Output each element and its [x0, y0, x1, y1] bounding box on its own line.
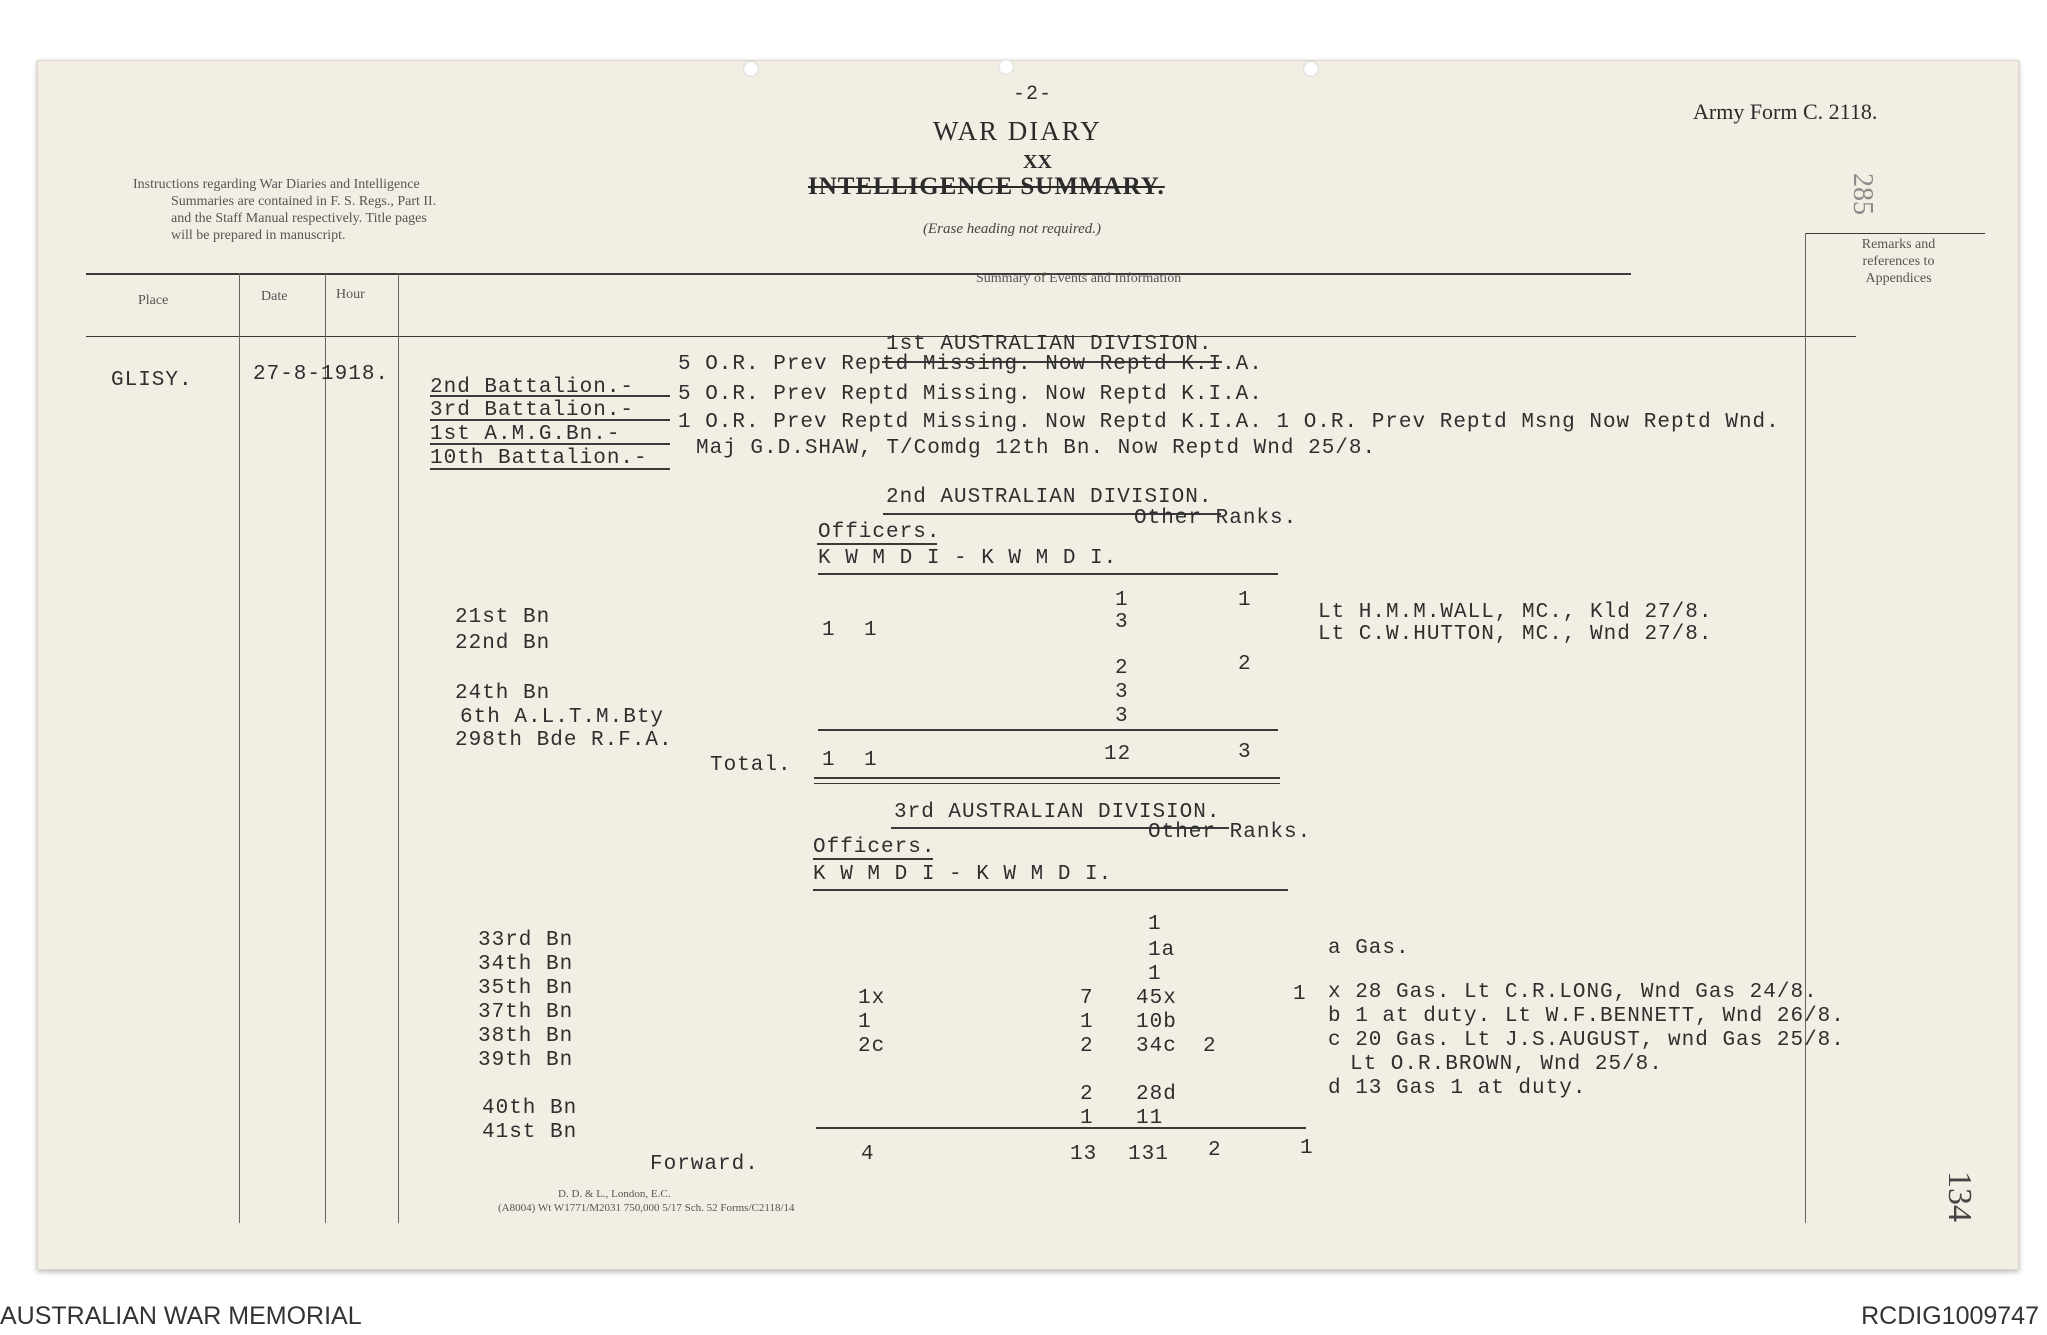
div3-or-w: 1 — [1148, 913, 1162, 936]
div2-total-officers-k: 1 — [822, 749, 836, 772]
div3-or-i: 1 — [1293, 983, 1307, 1006]
div2-total-label: Total. — [710, 754, 792, 777]
div3-officers-w: 2c — [858, 1035, 886, 1058]
div3-forward-or-w: 131 — [1128, 1143, 1169, 1166]
underline — [430, 419, 670, 421]
div2-or-k: 3 — [1115, 611, 1129, 634]
underline — [813, 889, 1288, 891]
underline — [430, 468, 670, 470]
div2-remark: Lt C.W.HUTTON, MC., Wnd 27/8. — [1318, 623, 1713, 646]
remarks-line: Remarks and — [1861, 237, 1936, 252]
div2-or-k: 3 — [1115, 705, 1129, 728]
div2-total-or-k: 12 — [1104, 743, 1132, 766]
div2-total-or-d: 3 — [1238, 741, 1252, 764]
punch-hole — [743, 61, 759, 77]
div3-officers-label: Officers. — [813, 836, 936, 859]
instructions-line: and the Staff Manual respectively. Title pages — [171, 211, 427, 226]
div3-unit: 40th Bn — [482, 1097, 578, 1120]
div3-or-k: 2 — [1080, 1083, 1094, 1106]
army-form-label: Army Form C. 2118. — [1693, 99, 1878, 124]
double-rule — [814, 777, 1280, 779]
col-header-place: Place — [138, 293, 169, 308]
col-header-date: Date — [261, 289, 288, 304]
printer-imprint — [498, 1187, 795, 1215]
struck-heading: INTELLIGENCE SUMMARY. — [808, 173, 1165, 200]
div3-forward-or-k: 13 — [1070, 1143, 1098, 1166]
div3-or-k: 1 — [1080, 1011, 1094, 1034]
div2-officers-w: 1 — [864, 619, 878, 642]
div2-heading: 2nd AUSTRALIAN DIVISION. — [886, 486, 1213, 509]
div2-other-ranks-label: Other Ranks. — [1134, 507, 1298, 530]
underline — [430, 395, 670, 397]
col-header-summary: Summary of Events and Information — [976, 271, 1182, 286]
div3-unit: 38th Bn — [478, 1025, 574, 1048]
div2-or-d: 2 — [1238, 653, 1252, 676]
entry-date: 27-8-1918. — [253, 363, 390, 386]
double-rule — [814, 783, 1280, 784]
punch-hole — [1303, 61, 1319, 77]
remarks-line: references to — [1862, 254, 1935, 269]
div2-remark: Lt H.M.M.WALL, MC., Kld 27/8. — [1318, 601, 1713, 624]
div3-other-ranks-label: Other Ranks. — [1148, 821, 1312, 844]
punch-hole — [998, 59, 1014, 75]
div2-unit: 24th Bn — [455, 682, 551, 705]
div3-note: d 13 Gas 1 at duty. — [1328, 1077, 1587, 1100]
folio-stamp: 285 — [1847, 173, 1878, 215]
div2-total-officers-w: 1 — [864, 749, 878, 772]
div3-forward-or-m: 2 — [1208, 1139, 1222, 1162]
col-divider — [398, 273, 399, 1223]
div2-officers-k: 1 — [822, 619, 836, 642]
div3-unit: 39th Bn — [478, 1049, 574, 1072]
div3-or-k: 7 — [1080, 987, 1094, 1010]
div3-or-w: 11 — [1136, 1107, 1164, 1130]
div2-or-d: 1 — [1238, 589, 1252, 612]
div3-unit: 37th Bn — [478, 1001, 574, 1024]
instructions-line: Instructions regarding War Diaries and Intelligence — [133, 177, 420, 192]
underline — [430, 443, 670, 445]
div2-or-k: 3 — [1115, 681, 1129, 704]
div1-unit: 1st A.M.G.Bn.- — [430, 423, 621, 446]
header-rule-top — [86, 273, 1631, 275]
erase-note: (Erase heading not required.) — [923, 221, 1102, 237]
div3-unit: 34th Bn — [478, 953, 574, 976]
form-title: WAR DIARY — [933, 116, 1102, 146]
div3-note: a Gas. — [1328, 937, 1410, 960]
div2-unit: 298th Bde R.F.A. — [455, 729, 673, 752]
div2-unit: 21st Bn — [455, 606, 551, 629]
div3-or-w: 1 — [1148, 963, 1162, 986]
remarks-line: Appendices — [1865, 271, 1932, 286]
instructions-line: will be prepared in manuscript. — [171, 228, 346, 243]
div2-unit: 22nd Bn — [455, 632, 551, 655]
page-number: -2- — [1013, 83, 1053, 106]
remarks-rule-top — [1805, 233, 1985, 234]
div1-text: 1 O.R. Prev Reptd Missing. Now Reptd K.I.A. 1 O.R. Prev Reptd Msng Now Reptd Wnd. — [678, 411, 1780, 434]
div2-officers-label: Officers. — [818, 521, 941, 544]
diary-sheet — [37, 60, 2019, 1270]
div3-forward-label: Forward. — [650, 1153, 759, 1176]
col-header-remarks — [1816, 236, 1981, 287]
div1-text: Maj G.D.SHAW, T/Comdg 12th Bn. Now Reptd Wnd 25/8. — [696, 437, 1377, 460]
div3-note: c 20 Gas. Lt J.S.AUGUST, wnd Gas 25/8. — [1328, 1029, 1845, 1052]
div3-unit: 33rd Bn — [478, 929, 574, 952]
div1-unit: 10th Battalion.- — [430, 447, 648, 470]
div1-unit: 2nd Battalion.- — [430, 376, 635, 399]
div3-forward-officers-w: 4 — [861, 1143, 875, 1166]
printer-line: (A8004) Wt W1771/M2031 750,000 5/17 Sch. 52 Forms/C2118/14 — [498, 1202, 795, 1214]
div3-unit: 35th Bn — [478, 977, 574, 1000]
div3-note: x 28 Gas. Lt C.R.LONG, Wnd Gas 24/8. — [1328, 981, 1818, 1004]
entry-place: GLISY. — [111, 369, 193, 392]
col-divider — [239, 273, 240, 1223]
div3-or-m: 2 — [1203, 1035, 1217, 1058]
div3-column-codes: K W M D I - K W M D I. — [813, 863, 1113, 886]
div3-or-w: 1a — [1148, 939, 1176, 962]
div1-unit: 3rd Battalion.- — [430, 399, 635, 422]
div3-heading: 3rd AUSTRALIAN DIVISION. — [894, 801, 1221, 824]
div3-forward-or-i: 1 — [1300, 1137, 1314, 1160]
div3-officers-w: 1 — [858, 1011, 872, 1034]
div1-text: 5 O.R. Prev Reptd Missing. Now Reptd K.I.A. — [678, 353, 1263, 376]
col-divider — [325, 273, 326, 1223]
div3-note: b 1 at duty. Lt W.F.BENNETT, Wnd 26/8. — [1328, 1005, 1845, 1028]
div2-or-k: 1 — [1115, 589, 1129, 612]
underline — [817, 543, 937, 545]
div1-text: 5 O.R. Prev Reptd Missing. Now Reptd K.I.A. — [678, 383, 1263, 406]
div3-or-w: 28d — [1136, 1083, 1177, 1106]
underline — [813, 858, 933, 860]
div3-note: Lt O.R.BROWN, Wnd 25/8. — [1350, 1053, 1663, 1076]
footer-right: RCDIG1009747 — [1861, 1302, 2039, 1330]
div3-or-w: 10b — [1136, 1011, 1177, 1034]
div3-or-k: 1 — [1080, 1107, 1094, 1130]
instructions — [133, 176, 436, 244]
div3-or-w: 34c — [1136, 1035, 1177, 1058]
div3-unit: 41st Bn — [482, 1121, 578, 1144]
underline — [818, 729, 1278, 731]
footer-left: AUSTRALIAN WAR MEMORIAL — [0, 1302, 362, 1330]
or-mark: XX — [1023, 151, 1052, 173]
div2-column-codes: K W M D I - K W M D I. — [818, 547, 1118, 570]
div3-or-w: 45x — [1136, 987, 1177, 1010]
col-header-hour: Hour — [336, 287, 365, 302]
div2-unit: 6th A.L.T.M.Bty — [460, 706, 665, 729]
underline — [816, 1127, 1306, 1129]
div3-officers-w: 1x — [858, 987, 886, 1010]
printer-line: D. D. & L., London, E.C. — [558, 1188, 671, 1200]
instructions-line: Summaries are contained in F. S. Regs., Part II. — [171, 194, 437, 209]
div1-heading: 1st AUSTRALIAN DIVISION. — [886, 333, 1213, 356]
underline — [818, 573, 1278, 575]
folio-handwritten: 134 — [1941, 1171, 1978, 1222]
div2-or-k: 2 — [1115, 657, 1129, 680]
col-divider — [1805, 233, 1806, 1223]
div3-or-k: 2 — [1080, 1035, 1094, 1058]
